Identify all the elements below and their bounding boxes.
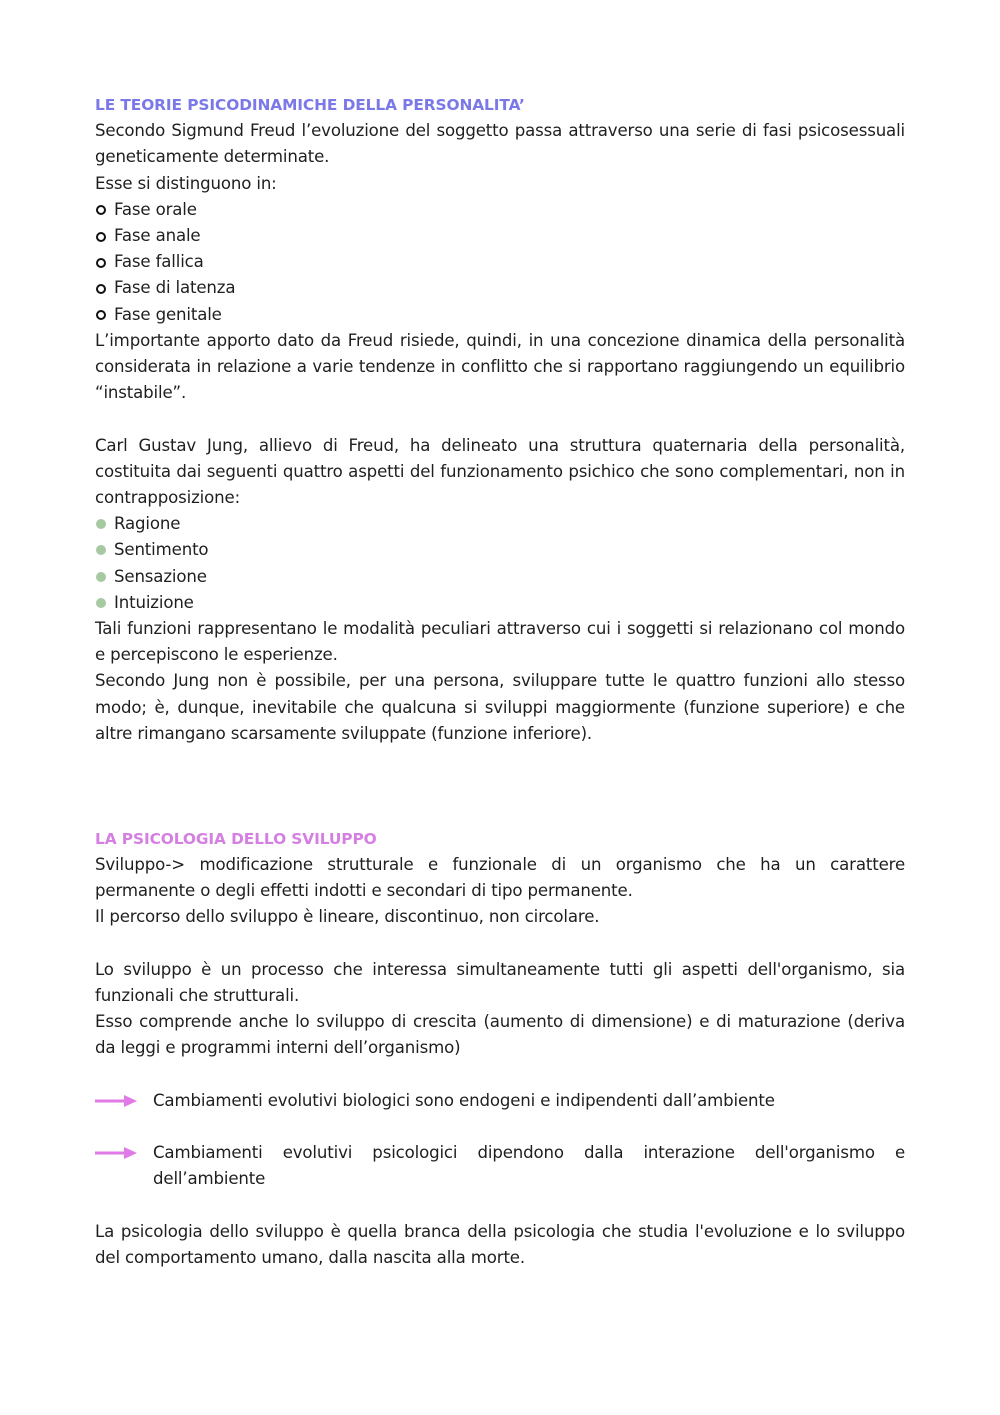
- list-item: Fase genitale: [95, 302, 905, 328]
- list-item: Fase di latenza: [95, 275, 905, 301]
- document-page: [95, 92, 905, 1271]
- paragraph-spacer: [95, 930, 905, 956]
- jung-conclusion-paragraph: Secondo Jung non è possibile, per una persona, sviluppare tutte le quattro funzioni allo stesso modo; è, dunque, inevitabile che qualcuna si sviluppi maggiormente (funzione superiore) e che altre rimangano scarsamente sviluppate (funzione inferiore).: [95, 671, 905, 743]
- right-arrow-icon: [95, 1094, 137, 1108]
- jung-functions-list: [95, 511, 905, 616]
- arrow-item-biological: [95, 1088, 905, 1114]
- freud-intro-paragraph: Secondo Sigmund Freud l’evoluzione del soggetto passa attraverso una serie di fasi psicosessuali geneticamente determinate.: [95, 121, 905, 167]
- arrow-item-text: Cambiamenti evolutivi biologici sono endogeni e indipendenti dall’ambiente: [153, 1090, 775, 1110]
- list-item: Sentimento: [95, 537, 905, 563]
- development-process: Lo sviluppo è un processo che interessa simultaneamente tutti gli aspetti dell'organismo, sia funzionali che strutturali.: [95, 959, 905, 1005]
- freud-phases-list: [95, 197, 905, 328]
- section-heading-personality: LE TEORIE PSICODINAMICHE DELLA PERSONALITA’: [95, 96, 525, 114]
- jung-intro-paragraph: Carl Gustav Jung, allievo di Freud, ha delineato una struttura quaternaria della personalità, costituita dai seguenti quattro aspetti del funzionamento psichico che sono complementari, non in contrapposizione:: [95, 435, 905, 508]
- paragraph-spacer: [95, 1061, 905, 1087]
- development-definition: Sviluppo-> modificazione strutturale e funzionale di un organismo che ha un carattere permanente o degli effetti indotti e secondari di tipo permanente.: [95, 854, 905, 901]
- phases-intro: Esse si distinguono in:: [95, 173, 277, 193]
- list-item: Sensazione: [95, 564, 905, 590]
- list-item: Fase anale: [95, 223, 905, 249]
- list-item: Intuizione: [95, 590, 905, 616]
- development-conclusion: La psicologia dello sviluppo è quella branca della psicologia che studia l'evoluzione e lo sviluppo del comportamento umano, dalla nascita alla morte.: [95, 1221, 905, 1267]
- development-includes: Esso comprende anche lo sviluppo di crescita (aumento di dimensione) e di maturazione (deriva da leggi e programmi interni dell’organismo): [95, 1012, 905, 1058]
- development-path: Il percorso dello sviluppo è lineare, discontinuo, non circolare.: [95, 907, 600, 927]
- section-spacer: [95, 747, 905, 826]
- freud-conclusion-paragraph: L’importante apporto dato da Freud risiede, quindi, in una concezione dinamica della personalità considerata in relazione a varie tendenze in conflitto che si rapportano raggiungendo un equilibrio “instabile”.: [95, 330, 905, 403]
- list-item: Fase fallica: [95, 249, 905, 275]
- arrow-item-text: Cambiamenti evolutivi psicologici dipendono dalla interazione dell'organismo e dell’ambiente: [153, 1143, 905, 1189]
- list-item: Ragione: [95, 511, 905, 537]
- section-heading-development: LA PSICOLOGIA DELLO SVILUPPO: [95, 829, 377, 848]
- functions-paragraph: Tali funzioni rappresentano le modalità peculiari attraverso cui i soggetti si relazionano col mondo e percepiscono le esperienze.: [95, 619, 905, 665]
- list-item: Fase orale: [95, 197, 905, 223]
- paragraph-spacer: [95, 1114, 905, 1140]
- right-arrow-icon: [95, 1146, 137, 1160]
- paragraph-spacer: [95, 1192, 905, 1218]
- arrow-item-psychological: [95, 1140, 905, 1192]
- paragraph-spacer: [95, 406, 905, 432]
